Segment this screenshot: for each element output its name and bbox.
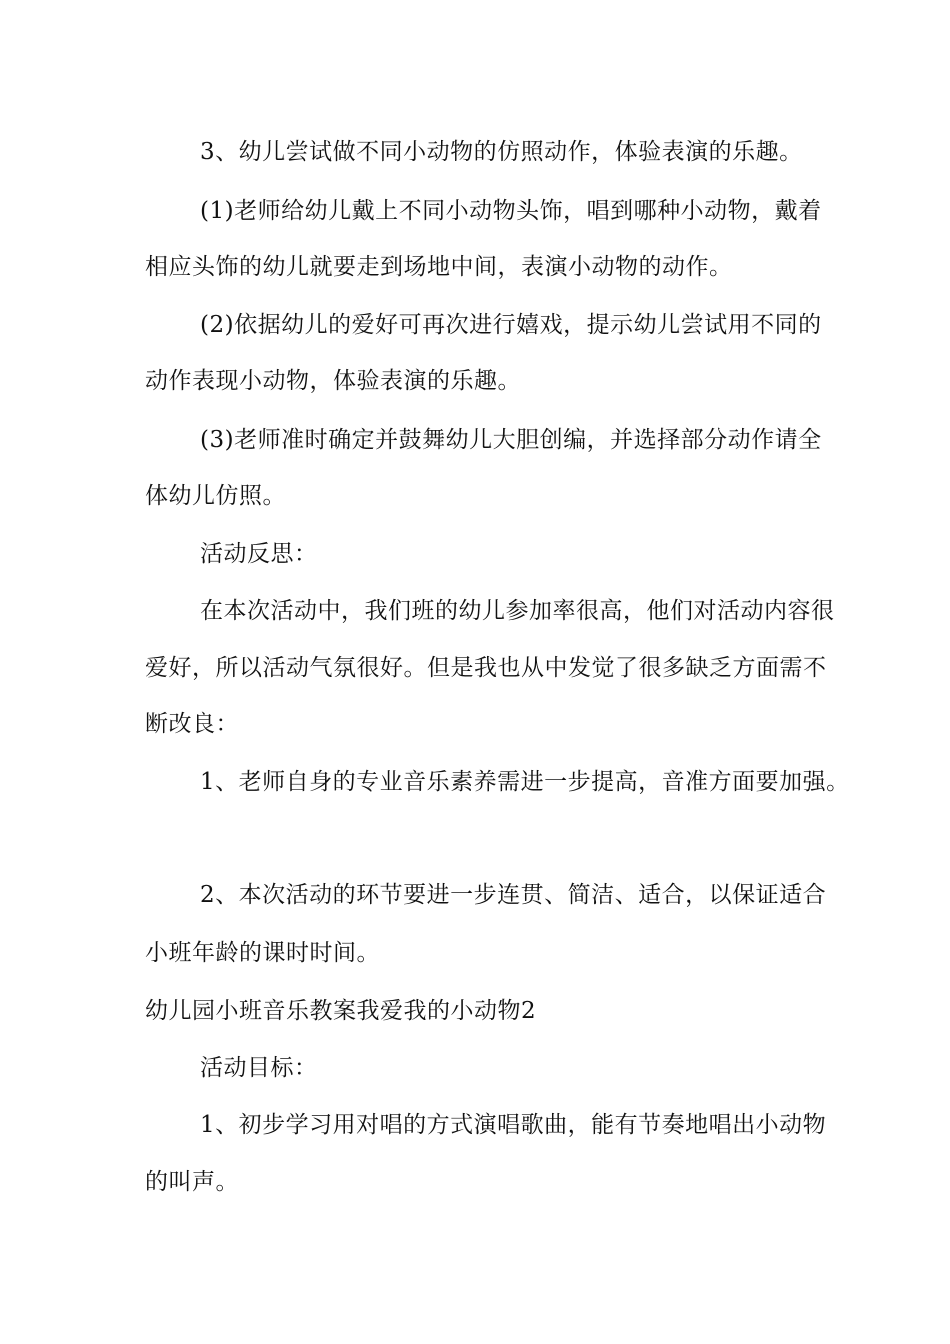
paragraph-reflection-line-3: 断改良：: [145, 711, 239, 737]
section-heading-goals: 活动目标：: [200, 1055, 318, 1081]
paragraph-sub-3-line-2: 体幼儿仿照。: [145, 483, 286, 509]
goal-1-line-2: 的叫声。: [145, 1169, 239, 1195]
section-title-lesson-2: 幼儿园小班音乐教案我爱我的小动物2: [145, 998, 537, 1024]
reflection-point-1: 1、老师自身的专业音乐素养需进一步提高，音准方面要加强。: [200, 769, 850, 795]
paragraph-reflection-line-1: 在本次活动中，我们班的幼儿参加率很高，他们对活动内容很: [200, 598, 835, 624]
paragraph-sub-1-line-1: (1)老师给幼儿戴上不同小动物头饰，唱到哪种小动物，戴着: [200, 198, 822, 224]
paragraph-sub-3-line-1: (3)老师准时确定并鼓舞幼儿大胆创编，并选择部分动作请全: [200, 427, 822, 453]
paragraph-sub-2-line-2: 动作表现小动物，体验表演的乐趣。: [145, 368, 521, 394]
section-heading-reflection: 活动反思：: [200, 541, 318, 567]
paragraph-sub-1-line-2: 相应头饰的幼儿就要走到场地中间，表演小动物的动作。: [145, 254, 733, 280]
paragraph-reflection-line-2: 爱好，所以活动气氛很好。但是我也从中发觉了很多缺乏方面需不: [145, 655, 827, 681]
paragraph-item-3-line-1: 3、幼儿尝试做不同小动物的仿照动作，体验表演的乐趣。: [200, 139, 803, 165]
goal-1-line-1: 1、初步学习用对唱的方式演唱歌曲，能有节奏地唱出小动物: [200, 1112, 827, 1138]
reflection-point-2-line-2: 小班年龄的课时时间。: [145, 940, 380, 966]
paragraph-sub-2-line-1: (2)依据幼儿的爱好可再次进行嬉戏，提示幼儿尝试用不同的: [200, 312, 822, 338]
reflection-point-2-line-1: 2、本次活动的环节要进一步连贯、简洁、适合，以保证适合: [200, 882, 827, 908]
